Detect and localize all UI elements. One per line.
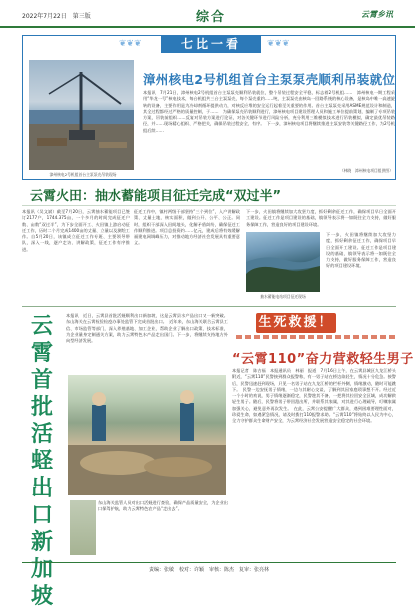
photo-footer-text: 东山海关监管人员对出口活蛏进行查验，确保产品质量安全，为企业出口保驾护航，助力云霄特色农产品“走出去”。 bbox=[98, 500, 228, 512]
article-body: 本报讯 近日，云霄县首批活蛏顺利出口新加坡，这是云霄县水产品出口又一新突破。东山海关在云霄检验检疫办事处监管下完成首批出口。 近年来，东山海关联合云霄县工信、市场监管等部门，深入养殖基地、加工企业，帮助企业了解出口政策、技术标准，为企业量身定制通关方案，助力云霄特色水产品走出国门。下一步，将继续支持地方外向型经济发展。 bbox=[66, 313, 228, 344]
page-header bbox=[0, 0, 415, 28]
article-body: 本报讯 7月21日，漳州核电2号机组首台主泵泵壳顺利吊装就位，整个吊装过程安全平稳，标志着2号机组…… 漳州核电一期工程采用“华龙一号”核电技术，每台机组共三台主泵泵壳，每个泵壳重约……吨，主泵泵壳由核岛一回路系统的核心设备，是核岛中唯一高速旋转的设备，主要作用是为冷却剂循环提供动力，对核反应堆的安全运行起着至关重要的作用。首台主泵泵壳采用ASME规范设计和制造，其全过程都经过严格的质量控制，于…… 为确保泵壳吊装顺利进行，漳州核电项目建设管理人员和施工单位提前策划，编制了专项吊装方案，吊装前组织……反复对吊装方案进行论证，对各关键环节进行风险分析，充分利用三维模拟技术进行吊装模拟，确定最优吊装路径，并……现场精心组织、严格把关，确保吊装过程安全、有序。 下一步，漳州核电项目将继续推进主泵安装等关键路径工作，为2号机组后续…… bbox=[143, 90, 395, 133]
detail-photo bbox=[70, 500, 96, 555]
rescue-badge: 生死救援！ bbox=[256, 313, 336, 333]
headline: “云霄110”奋力营救轻生男子 bbox=[232, 352, 414, 367]
wave-decoration bbox=[236, 335, 396, 339]
vertical-headline-box bbox=[22, 313, 62, 609]
newspaper-brand: 云霄乡讯 bbox=[361, 9, 393, 19]
column-banner: 七比一看 bbox=[161, 35, 261, 53]
inspection-photo bbox=[68, 375, 226, 495]
headline: 云霄火田：抽水蓄能项目征迁完成“双过半” bbox=[30, 189, 282, 204]
port-crane-photo bbox=[29, 60, 134, 170]
divider bbox=[22, 205, 396, 206]
vertical-headline: 云霄首批活蛏出口新加坡 bbox=[30, 313, 53, 609]
reservoir-photo bbox=[246, 232, 320, 292]
headline: 漳州核电2号机组首台主泵泵壳顺利吊装就位 bbox=[143, 72, 396, 87]
divider bbox=[22, 306, 396, 307]
section-title: 综合 bbox=[196, 10, 227, 25]
article-body: 本报记者 陈吉福 本报通讯员 林丽 报道 7月16日上午，在云霄县城区九龙江桥头附近，“云霄110”民警接到群众报警称，有一男子站在桥边欲轻生，情况十分危急。接警后，民警迅速赶到现场，只见一名男子站在九龙江桥的栏杆外侧，情绪激动，随时可能跳下。 民警一边安抚男子情绪，一边与其耐心交谈，了解到其因家庭琐事想不开。经过近一个小时的劝说，男子情绪逐渐稳定，民警趁其不备，一把将其拉回安全区域，成功解救轻生男子。随后，民警将男子带回派出所，并联系其家属，对其进行心理疏导，叮嘱家属加强关心，避免意外再次发生。 在此，云霄公安提醒广大群众，遇到困难要理性面对，珍爱生命，如遇紧急情况，请及时拨打110报警求助。“云霄110”将始终以人民为中心，全力守护群众生命财产安全，为云霄经济社会发展营造安全稳定的社会环境。 bbox=[232, 368, 396, 424]
article-column: 下一步，火田镇将继续加大攻坚力度，抓好剩余征迁工作，确保项目早日全面开工建设。征迁工作是项目建设的基础，镇领导表示将一如既往全力支持，做好服务保障工作，营造良好的项目建设环境。 bbox=[246, 209, 396, 227]
photo-caption: 漳州核电2号机组首台主泵泵壳吊装现场 bbox=[49, 172, 117, 177]
top-article-box bbox=[22, 35, 396, 180]
article-column: 本报讯（吴文斌）截至7月20日，云霄抽水蓄能项目已签订2177户，1744.375亩，一个多月的时间完成征迁户数、亩数“双过半”，为下步全面开工、火田镇上游启动征迁工作，历时二个月完成1400亩的丈量、立量以及测绘工作。自5月20日，该镇成立征迁工作专班、主要领导带队，深入一线，逐户走访、讲解政策，征迁工作有序推进。 bbox=[22, 209, 130, 252]
issue-date: 2022年7月22日 第三版 bbox=[22, 13, 91, 20]
article-column: 征迁工作中，镇村两级干部坚持“三个到位”，入户讲解政策、丈量土地、核实面积，做到公开、公平、公正。同时，组织干部深入田间地头，化解矛盾纠纷，确保征迁工作顺利推进。项目总投资约……亿元，建成后将有效缓解福建电网调峰压力，对推动地方经济社会发展具有重要意义。 bbox=[134, 209, 240, 246]
page-footer bbox=[22, 562, 396, 576]
rescue-badge-box bbox=[236, 313, 396, 341]
leaf-decoration-icon: ❦❦❦ bbox=[119, 39, 142, 49]
article-column: 下一步，火田镇将继续加大攻坚力度，抓好剩余征迁工作，确保项目早日全面开工建设。征迁工作是项目建设的基础，镇领导表示将一如既往全力支持，做好服务保障工作，营造良好的项目建设环境。 bbox=[326, 232, 396, 269]
leaf-decoration-icon: ❦❦❦ bbox=[267, 39, 290, 49]
photo-caption: 抽水蓄能电站项目征迁现场 bbox=[260, 294, 306, 299]
reporter-credit: （林晓 漳州核电项目组供图） bbox=[339, 168, 393, 173]
second-headline-row bbox=[22, 183, 396, 205]
editor-credits: 责编：张敏 校对：许颖 审核：陈杰 复审：张亮林 bbox=[148, 567, 269, 573]
